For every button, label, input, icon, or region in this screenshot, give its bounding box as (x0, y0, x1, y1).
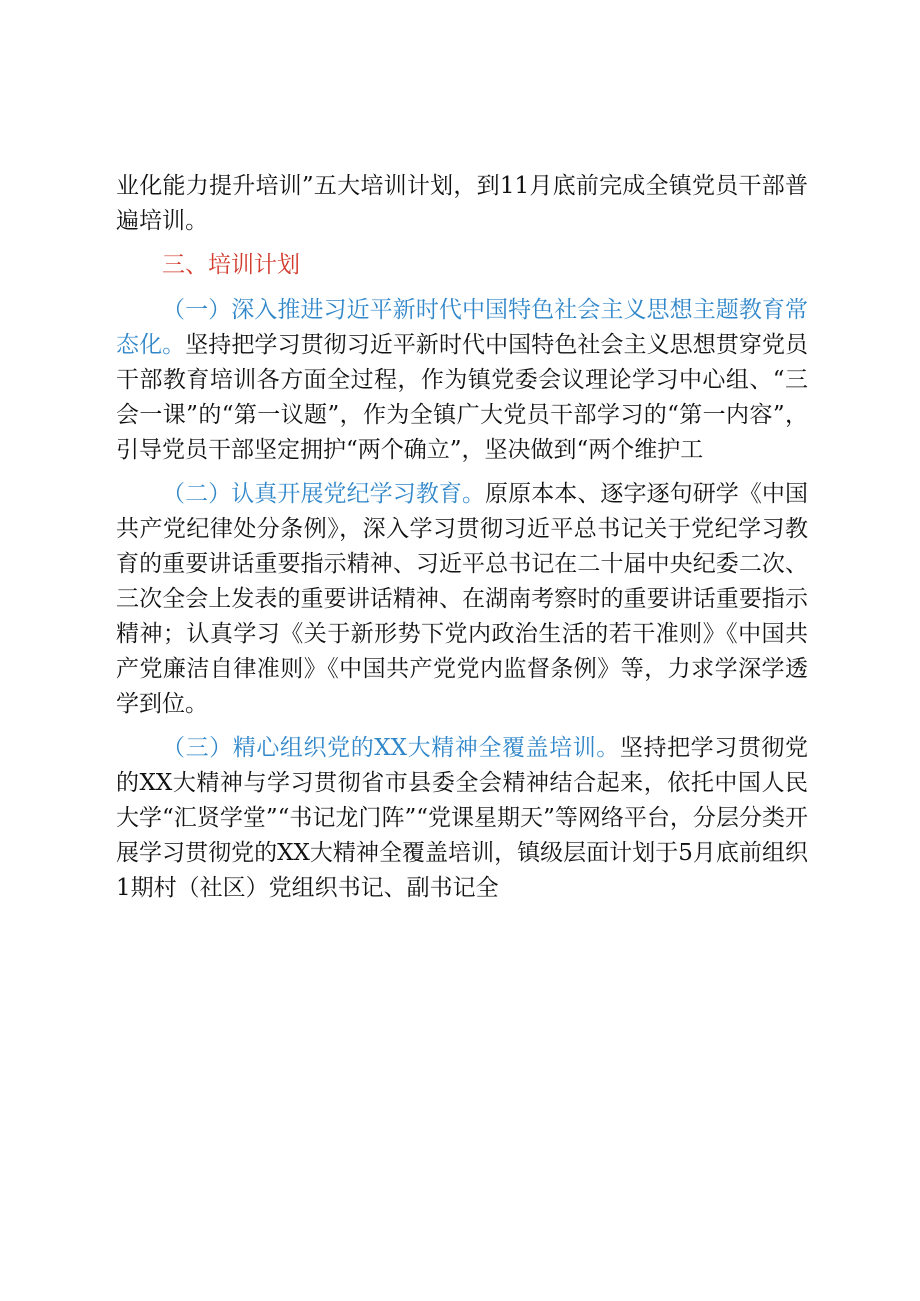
paragraph-3-body: 坚持把学习贯彻党的XX大精神与学习贯彻省市县委全会精神结合起来，依托中国人民大学“汇贤学堂”“书记龙门阵”“党课星期天”等网络平台，分层分类开展学习贯彻党的XX大精神全覆盖培训，镇级层面计划于5月底前组织1期村（社区）党组织书记、副书记全 (116, 735, 809, 901)
section-heading: 三、培训计划 (162, 252, 300, 278)
document-content (116, 169, 808, 915)
paragraph-1-body: 坚持把学习贯彻习近平新时代中国特色社会主义思想贯穿党员干部教育培训各方面全过程，作为镇党委会议理论学习中心组、“三会一课”的“第一议题”，作为全镇广大党员干部学习的“第一内容”，引导党员干部坚定拥护“两个确立”，坚决做到“两个维护工 (116, 332, 809, 463)
paragraph-3 (116, 731, 808, 906)
paragraph-2-title: （二）认真开展党纪学习教育。 (162, 481, 486, 507)
paragraph-3-title: （三）精心组织党的XX大精神全覆盖培训。 (162, 735, 620, 761)
paragraph-2 (116, 477, 808, 722)
paragraph-1-title: （一）深入推进习近平新时代中国特色社会主义思想主题教育常态化。 (116, 297, 808, 358)
paragraph-1 (116, 293, 808, 468)
continuation-paragraph: 业化能力提升培训”五大培训计划，到11月底前完成全镇党员干部普遍培训。 (116, 173, 808, 234)
paragraph-2-body: 原原本本、逐字逐句研学《中国共产党纪律处分条例》，深入学习贯彻习近平总书记关于党纪学习教育的重要讲话重要指示精神、习近平总书记在二十届中央纪委二次、三次全会上发表的重要讲话精神、在湖南考察时的重要讲话重要指示精神；认真学习《关于新形势下党内政治生活的若干准则》《中国共产党廉洁自律准则》《中国共产党党内监督条例》等，力求学深学透学到位。 (116, 481, 809, 717)
